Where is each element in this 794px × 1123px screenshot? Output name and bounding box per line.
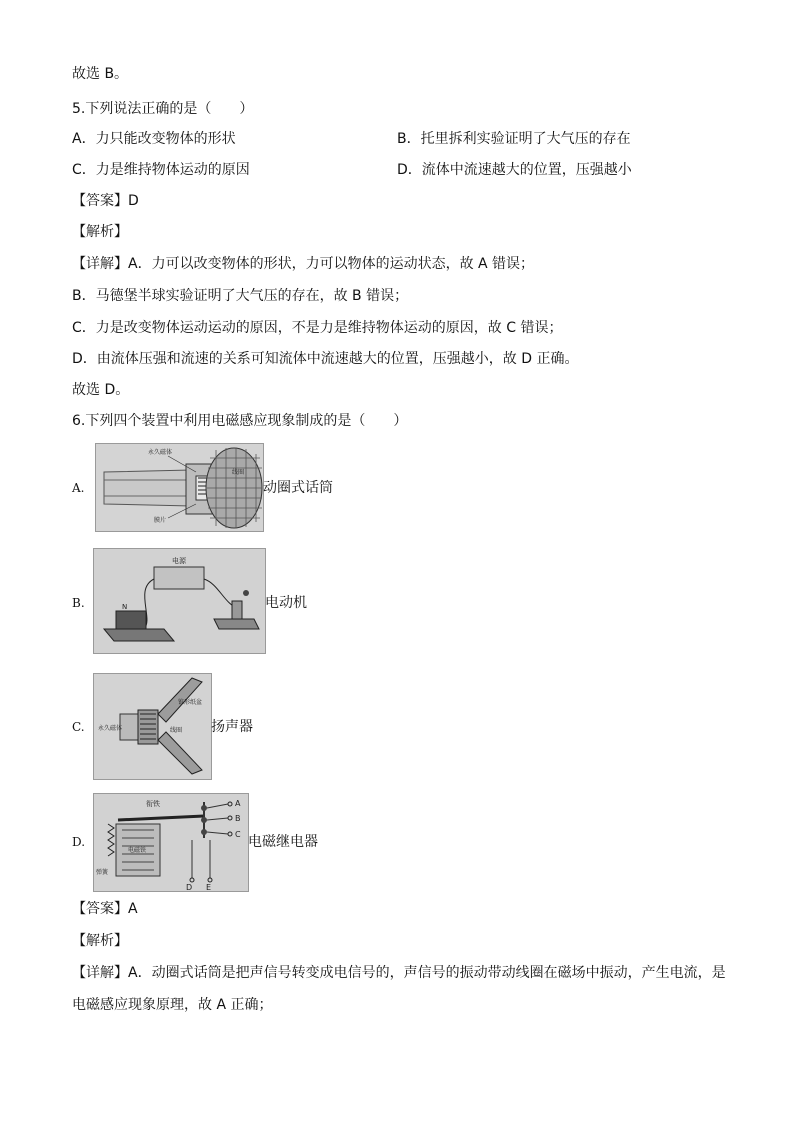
relay-terminal-a: A <box>235 799 241 808</box>
relay-label-spring: 弹簧 <box>96 869 109 876</box>
relay-terminal-d: D <box>186 883 193 891</box>
q5-option-a: A．力只能改变物体的形状 <box>72 131 236 147</box>
relay-terminal-c: C <box>235 830 241 839</box>
relay-terminal-b: B <box>235 814 241 823</box>
relay-figure <box>93 793 249 892</box>
q6-detail-a-line1: 【详解】A．动圈式话筒是把声信号转变成电信号的，声信号的振动带动线圈在磁场中振动，产生电流，是 <box>72 965 726 981</box>
motor-label-power: 电源 <box>172 557 186 565</box>
relay-label-electromagnet: 电磁铁 <box>128 847 147 854</box>
q6-option-d-caption: 电磁继电器 <box>248 834 318 850</box>
q6-option-b-caption: 电动机 <box>265 595 307 611</box>
q5-detail-b: B．马德堡半球实验证明了大气压的存在，故 B 错误； <box>72 288 409 304</box>
q6-option-a-caption: 动圈式话筒 <box>263 480 333 496</box>
q5-detail-d: D．由流体压强和流速的关系可知流体中流速越大的位置，压强越小，故 D 正确。 <box>72 351 579 367</box>
question-6-stem: 6.下列四个装置中利用电磁感应现象制成的是（ ） <box>72 413 408 429</box>
q5-option-b: B．托里拆利实验证明了大气压的存在 <box>397 131 631 147</box>
q6-analysis-heading: 【解析】 <box>72 933 128 949</box>
q5-option-c: C．力是维持物体运动的原因 <box>72 162 250 178</box>
microphone-label-diaphragm: 膜片 <box>154 517 167 524</box>
loudspeaker-label-magnet: 永久磁体 <box>98 725 123 732</box>
previous-answer-choice: 故选 B。 <box>72 66 129 82</box>
loudspeaker-figure <box>93 673 212 780</box>
q5-option-d: D．流体中流速越大的位置，压强越小 <box>397 162 632 178</box>
microphone-figure <box>95 443 264 532</box>
q5-detail-c: C．力是改变物体运动运动的原因，不是力是维持物体运动的原因，故 C 错误； <box>72 320 563 336</box>
microphone-label-magnet: 永久磁体 <box>148 449 173 456</box>
motor-label-n: N <box>122 603 128 611</box>
question-5-stem: 5.下列说法正确的是（ ） <box>72 101 254 117</box>
relay-label-armature: 衔铁 <box>146 800 160 808</box>
microphone-label-coil: 线圈 <box>232 469 245 476</box>
loudspeaker-label-cone: 锥形纸盆 <box>178 699 203 706</box>
motor-figure <box>93 548 266 654</box>
q5-choose: 故选 D。 <box>72 382 130 398</box>
loudspeaker-label-coil: 线圈 <box>170 727 183 734</box>
q6-option-a-letter: A. <box>72 481 85 495</box>
q6-answer: 【答案】A <box>72 901 138 917</box>
q6-option-c-caption: 扬声器 <box>211 719 253 735</box>
relay-terminal-e: E <box>206 883 212 891</box>
q6-option-c-letter: C. <box>72 720 85 734</box>
q5-detail-a: 【详解】A．力可以改变物体的形状，力可以物体的运动状态，故 A 错误； <box>72 256 535 272</box>
q5-analysis-heading: 【解析】 <box>72 224 128 240</box>
q6-option-d-letter: D. <box>72 835 86 849</box>
q6-detail-a-line2: 电磁感应现象原理，故 A 正确； <box>72 997 273 1013</box>
q5-answer: 【答案】D <box>72 193 139 209</box>
q6-option-b-letter: B. <box>72 596 85 610</box>
